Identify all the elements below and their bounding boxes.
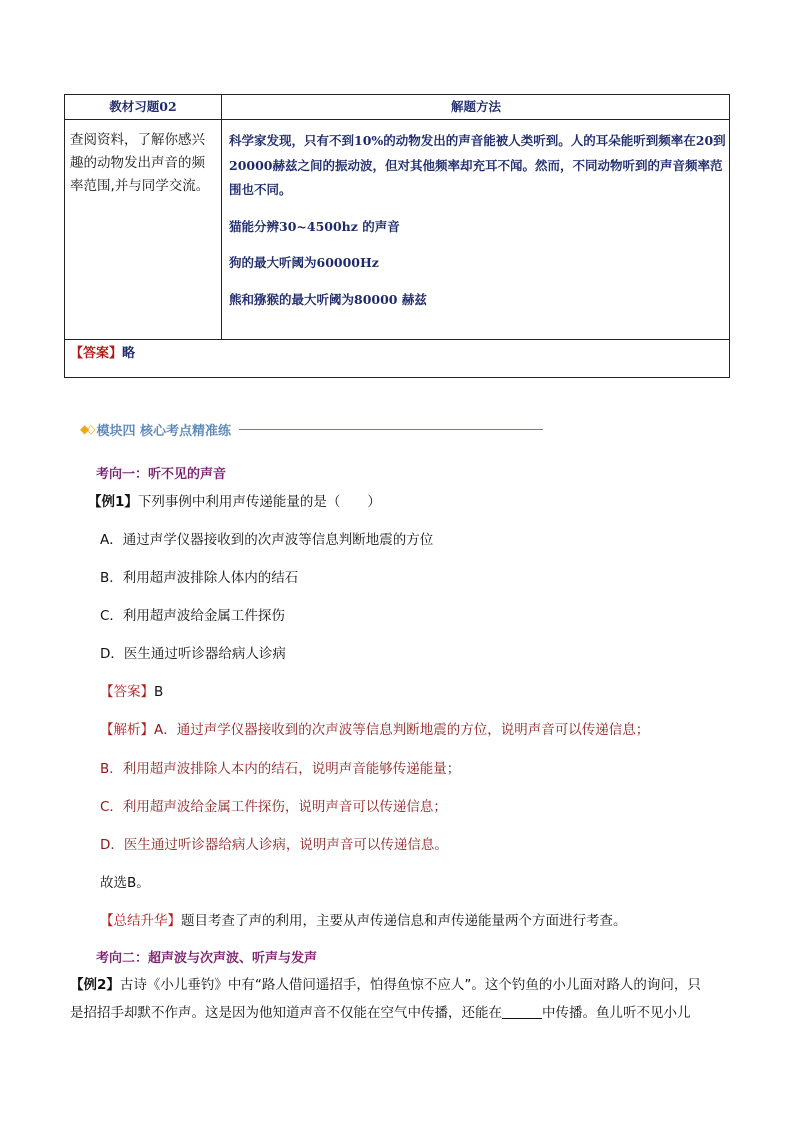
example2-text: 是招招手却默不作声。这是因为他知道声音不仅能在空气中传播，还能在 (70, 1005, 502, 1021)
example1-stem (88, 490, 381, 510)
answer-label: 【答案】 (100, 684, 154, 700)
example-label: 【例1】 (88, 494, 138, 510)
table-header-exercise: 教材习题02 (109, 99, 177, 114)
option-b: B．利用超声波排除人体内的结石 (100, 570, 299, 586)
diamond-icon: ◆◇ (80, 422, 93, 436)
example2-text: 中传播。鱼儿听不见小儿 (542, 1005, 691, 1021)
table-divider (65, 339, 729, 340)
solution-paragraph: 科学家发现，只有不到10%的动物发出的声音能被人类听到。人的耳朵能听到频率在20到20000赫兹之间的振动波，但对其他频率却充耳不闻。然而，不同动物听到的声音频率范围也不同。 (229, 133, 726, 197)
section-title: 考向一：听不见的声音 (96, 467, 227, 482)
analysis-label: 【解析】 (100, 722, 154, 738)
answer-value: B (154, 684, 164, 700)
analysis-line: B．利用超声波排除人本内的结石，说明声音能够传递能量； (100, 761, 461, 777)
summary-text: 题目考查了声的利用，主要从声传递信息和声传递能量两个方面进行考查。 (181, 913, 627, 929)
answer-label: 【答案】 (70, 346, 123, 361)
analysis-text: A．通过声学仪器接收到的次声波等信息判断地震的方位，说明声音可以传递信息； (154, 722, 650, 738)
exercise-question: 查阅资料，了解你感兴趣的动物发出声音的频率范围,并与同学交流。 (70, 132, 210, 194)
example-label: 【例2】 (70, 977, 120, 993)
solution-paragraph: 猫能分辨30~4500hz 的声音 (229, 218, 400, 234)
solution-method (229, 129, 727, 324)
section-title: 考向二：超声波与次声波、听声与发声 (96, 951, 318, 966)
module-title: 模块四 核心考点精准练 (96, 423, 231, 439)
summary-line (100, 909, 627, 929)
analysis-line: C．利用超声波给金属工件探伤，说明声音可以传递信息； (100, 799, 447, 815)
analysis-line: D．医生通过听诊器给病人诊病，说明声音可以传递信息。 (100, 837, 448, 853)
example2-line (70, 1001, 691, 1021)
example2-text: 古诗《小儿垂钓》中有“路人借问遥招手，怕得鱼惊不应人”。这个钓鱼的小儿面对路人的询问，只 (119, 977, 701, 993)
option-d: D．医生通过听诊器给病人诊病 (100, 646, 286, 662)
table-answer (70, 342, 135, 361)
module-header (80, 420, 543, 438)
solution-paragraph: 狗的最大听阈为60000Hz (229, 255, 379, 270)
example-stem-text: 下列事例中利用声传递能量的是（ ） (137, 494, 381, 510)
analysis-line (100, 718, 649, 738)
summary-label: 【总结升华】 (100, 913, 181, 929)
example2-line (70, 973, 701, 993)
answer-value: 略 (122, 346, 136, 361)
option-a: A．通过声学仪器接收到的次声波等信息判断地震的方位 (100, 532, 434, 548)
example1-answer (100, 680, 163, 700)
exercise-table (64, 94, 730, 378)
module-rule (239, 429, 543, 430)
table-divider (221, 95, 222, 339)
conclusion: 故选B。 (100, 875, 150, 891)
table-header-method: 解题方法 (450, 99, 501, 114)
table-divider (65, 119, 729, 120)
fill-blank[interactable] (502, 1006, 542, 1019)
option-c: C．利用超声波给金属工件探伤 (100, 608, 285, 624)
solution-paragraph: 熊和猕猴的最大听阈为80000 赫兹 (229, 291, 427, 307)
